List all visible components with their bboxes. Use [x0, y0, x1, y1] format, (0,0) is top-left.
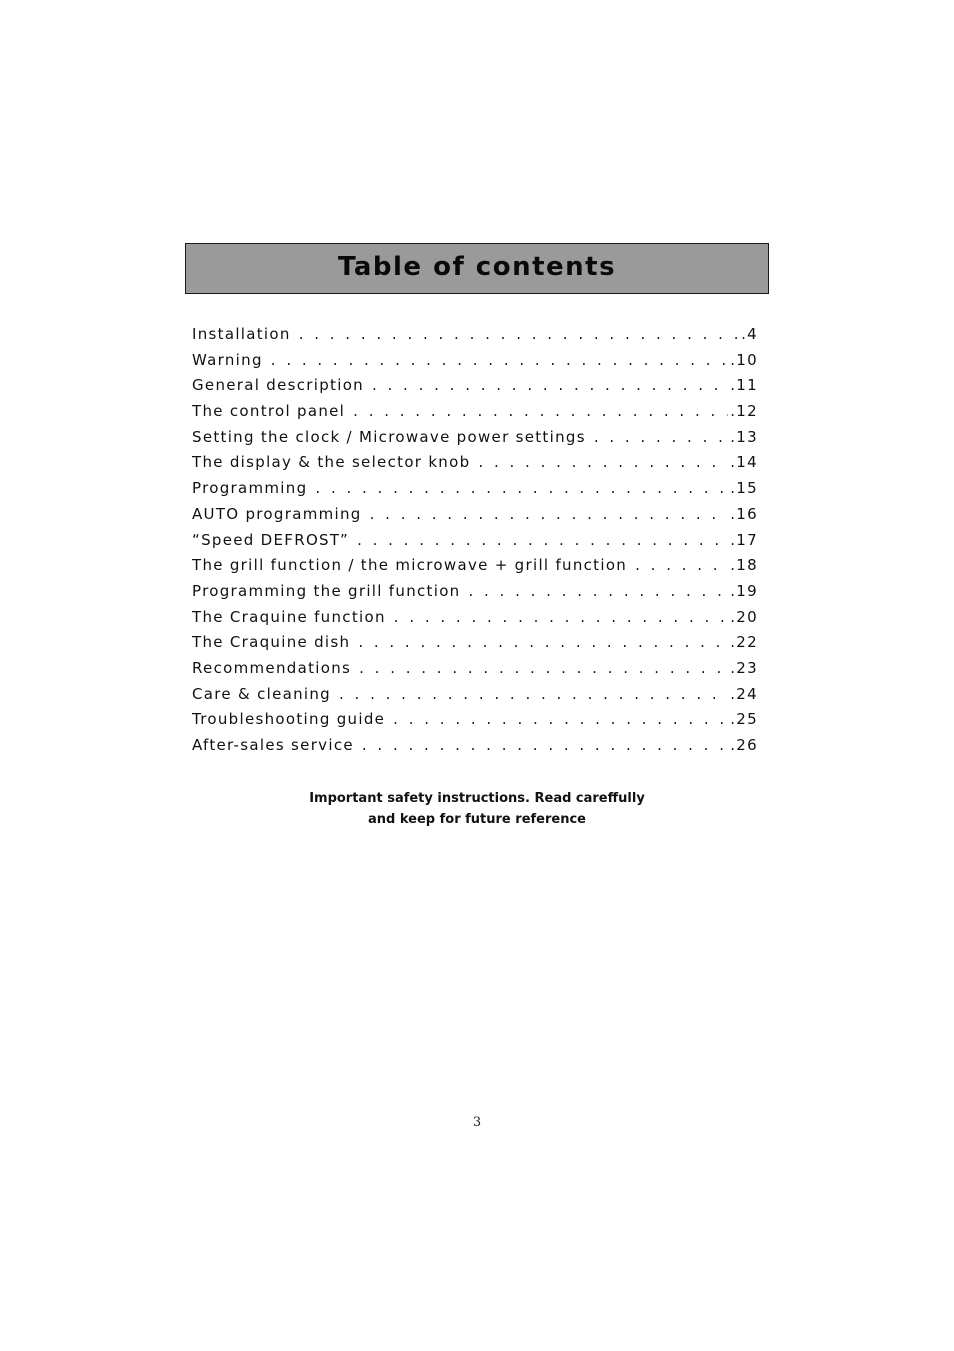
- toc-entry-page: .16: [730, 504, 758, 523]
- toc-entry-label: The grill function / the microwave + grill function: [192, 556, 628, 575]
- toc-entry-page: .11: [730, 376, 758, 395]
- toc-entry[interactable]: [192, 425, 758, 451]
- dot-leader: [353, 399, 728, 425]
- toc-entry-page: .14: [730, 453, 758, 472]
- dot-leader: [339, 682, 728, 708]
- toc-entry[interactable]: [192, 322, 758, 348]
- dot-leader: [315, 476, 728, 502]
- dot-leader: [370, 502, 729, 528]
- toc-entry[interactable]: [192, 707, 758, 733]
- toc-entry-label: Installation: [192, 325, 291, 343]
- table-of-contents: [192, 322, 758, 759]
- toc-entry-page: .4: [741, 325, 758, 343]
- toc-entry-page: .20: [730, 607, 758, 626]
- toc-entry-page: .13: [730, 427, 758, 446]
- toc-entry[interactable]: [192, 656, 758, 682]
- toc-entry-page: .10: [730, 350, 758, 369]
- safety-note-line-1: Important safety instructions. Read careffully: [309, 791, 645, 806]
- toc-entry[interactable]: [192, 630, 758, 656]
- dot-leader: [362, 733, 728, 759]
- toc-entry-label: Care & cleaning: [192, 684, 332, 703]
- toc-entry[interactable]: [192, 605, 758, 631]
- toc-entry[interactable]: [192, 528, 758, 554]
- page-number: 3: [472, 1115, 482, 1130]
- toc-entry-label: Recommendations: [192, 658, 352, 677]
- dot-leader: [358, 630, 728, 656]
- dot-leader: [478, 450, 728, 476]
- toc-entry-label: After-sales service: [192, 736, 354, 754]
- toc-entry-label: “Speed DEFROST”: [192, 530, 350, 549]
- toc-entry-page: .12: [730, 402, 758, 421]
- toc-entry[interactable]: [192, 553, 758, 579]
- dot-leader: [394, 605, 728, 631]
- toc-entry-label: Warning: [192, 350, 263, 369]
- toc-entry-label: The display & the selector knob: [192, 453, 471, 472]
- toc-entry[interactable]: [192, 373, 758, 399]
- dot-leader: [271, 348, 728, 374]
- toc-entry[interactable]: [192, 348, 758, 374]
- toc-entry[interactable]: [192, 476, 758, 502]
- toc-entry[interactable]: [192, 399, 758, 425]
- toc-entry-label: The Craquine function: [192, 607, 386, 626]
- title-banner: [185, 243, 769, 294]
- safety-note-line-2: and keep for future reference: [368, 812, 586, 827]
- dot-leader: [468, 579, 728, 605]
- dot-leader: [359, 656, 728, 682]
- dot-leader: [299, 322, 739, 348]
- toc-entry[interactable]: [192, 450, 758, 476]
- dot-leader: [357, 528, 728, 554]
- toc-entry-label: Troubleshooting guide: [192, 710, 386, 729]
- toc-entry-page: .17: [730, 530, 758, 549]
- safety-note: [0, 788, 954, 830]
- toc-entry-page: .19: [730, 581, 758, 600]
- toc-entry[interactable]: [192, 579, 758, 605]
- toc-entry-page: .15: [730, 479, 758, 498]
- toc-entry-label: AUTO programming: [192, 504, 362, 523]
- toc-entry-label: Setting the clock / Microwave power settings: [192, 427, 586, 446]
- toc-entry[interactable]: [192, 682, 758, 708]
- toc-entry-label: General description: [192, 376, 364, 395]
- toc-entry-label: Programming the grill function: [192, 581, 461, 600]
- toc-entry-page: .24: [730, 684, 758, 703]
- dot-leader: [372, 373, 728, 399]
- toc-entry-page: .18: [730, 556, 758, 575]
- toc-entry-page: .22: [730, 633, 758, 652]
- dot-leader: [594, 425, 728, 451]
- toc-entry-page: .23: [730, 658, 758, 677]
- toc-entry-label: The control panel: [192, 402, 346, 421]
- toc-entry-page: .25: [730, 710, 758, 729]
- page-title: Table of contents: [337, 251, 617, 282]
- toc-entry-label: The Craquine dish: [192, 633, 351, 652]
- dot-leader: [393, 707, 728, 733]
- toc-entry[interactable]: [192, 502, 758, 528]
- toc-entry-page: .26: [730, 736, 758, 754]
- toc-entry[interactable]: [192, 733, 758, 759]
- toc-entry-label: Programming: [192, 479, 308, 498]
- dot-leader: [635, 553, 728, 579]
